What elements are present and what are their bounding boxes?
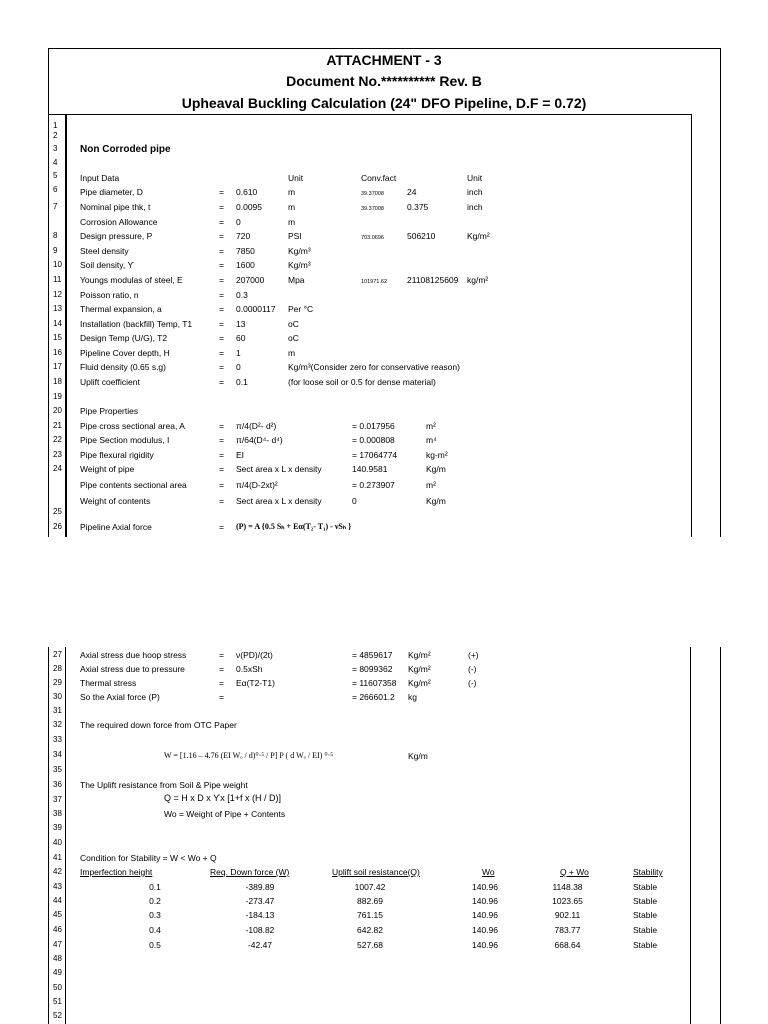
table-cell: -184.13 <box>245 910 275 920</box>
converted-value: 21108125609 <box>407 275 459 285</box>
table-cell: 0.3 <box>149 910 161 920</box>
property-formula: π/4(D²- d²) <box>236 421 277 431</box>
conversion-factor: 101971.62 <box>361 279 387 285</box>
input-value: 0.0095 <box>236 202 262 212</box>
input-eq: = <box>219 217 224 227</box>
row-number: 15 <box>53 333 62 342</box>
row-number: 3 <box>53 144 58 153</box>
input-label: Installation (backfill) Temp, T1 <box>80 319 193 329</box>
row-number: 30 <box>53 692 62 701</box>
input-eq: = <box>219 290 224 300</box>
row-number: 40 <box>53 838 62 847</box>
row-number: 1 <box>53 121 58 130</box>
q-formula: Q = H x D x Ƴx [1+f x (H / D)] <box>164 793 281 803</box>
row-number: 17 <box>53 362 62 371</box>
table-header: Imperfection height <box>80 867 153 877</box>
stress-value: = 266601.2 <box>352 692 395 702</box>
table-cell: -389.89 <box>245 882 275 892</box>
stress-formula: ν(PD)/(2t) <box>236 650 273 660</box>
table-header: Stability <box>633 867 663 877</box>
table-cell: 140.96 <box>472 940 498 950</box>
row-number: 32 <box>53 720 62 729</box>
table-cell: 1148.38 <box>552 882 583 892</box>
section-title: Non Corroded pipe <box>80 144 171 155</box>
property-eq: = <box>219 496 224 506</box>
row-number: 23 <box>53 450 62 459</box>
row-number: 6 <box>53 185 58 194</box>
table-header: Uplift soil resistance(Q) <box>332 867 420 877</box>
row-number: 27 <box>53 650 62 659</box>
property-label: Weight of pipe <box>80 464 135 474</box>
property-unit: m² <box>426 421 436 431</box>
stress-label: So the Axial force (P) <box>80 692 160 702</box>
row-number: 51 <box>53 997 62 1006</box>
stress-eq: = <box>219 650 224 660</box>
input-unit: Kg/m³ <box>288 246 311 256</box>
property-eq: = <box>219 464 224 474</box>
input-eq: = <box>219 348 224 358</box>
property-value: = 0.017956 <box>352 421 395 431</box>
stress-label: Axial stress due to pressure <box>80 664 185 674</box>
property-value: = 17064774 <box>352 450 398 460</box>
conv-fact-header: Conv.fact <box>361 173 397 183</box>
input-value: 60 <box>236 333 246 343</box>
calculation-title: Upheaval Buckling Calculation (24" DFO Pipeline, D.F = 0.72) <box>181 95 587 111</box>
table-cell: 140.96 <box>472 896 498 906</box>
input-label: Pipe diameter, D <box>80 187 143 197</box>
stress-label: Axial stress due hoop stress <box>80 650 187 660</box>
input-label: Fluid density (0.65 s.g) <box>80 362 166 372</box>
table-cell: -108.82 <box>245 925 275 935</box>
row-number: 16 <box>53 348 62 357</box>
page-2-frame <box>48 647 721 1024</box>
row-number: 8 <box>53 231 58 240</box>
input-unit: (for loose soil or 0.5 for dense material) <box>288 377 436 387</box>
converted-unit: inch <box>467 202 483 212</box>
input-value: 0.610 <box>236 187 258 197</box>
input-label: Steel density <box>80 246 129 256</box>
stress-eq: = <box>219 664 224 674</box>
row-number: 43 <box>53 882 62 891</box>
converted-value: 24 <box>407 187 417 197</box>
input-data-label: Input Data <box>80 173 120 183</box>
wo-formula: Wo = Weight of Pipe + Contents <box>164 809 286 819</box>
table-cell: -273.47 <box>245 896 275 906</box>
row-number: 42 <box>53 867 62 876</box>
property-value: = 0.273907 <box>352 480 395 490</box>
input-eq: = <box>219 377 224 387</box>
converted-value: 0.375 <box>407 202 429 212</box>
stress-eq: = <box>219 692 224 702</box>
property-formula: Sect area x L x density <box>236 496 322 506</box>
row-number: 11 <box>53 275 62 284</box>
stress-unit: Kg/m² <box>408 650 431 660</box>
property-label: Pipe cross sectional area, A <box>80 421 185 431</box>
input-eq: = <box>219 187 224 197</box>
table-cell: Stable <box>633 896 658 906</box>
property-formula: EI <box>236 450 245 460</box>
axial-force-formula: (P) = A {0.5 Sₕ + Eα(T₂- T₁) - νSₕ } <box>236 522 352 531</box>
property-formula: Sect area x L x density <box>236 464 322 474</box>
input-value: 7850 <box>236 246 255 256</box>
table-cell: 0.5 <box>149 940 161 950</box>
input-label: Design Temp (U/G), T2 <box>80 333 168 343</box>
input-unit: oC <box>288 333 299 343</box>
input-value: 1600 <box>236 260 255 270</box>
table-cell: 0.4 <box>149 925 161 935</box>
stress-unit: Kg/m² <box>408 678 431 688</box>
row-number: 47 <box>53 940 62 949</box>
input-eq: = <box>219 275 224 285</box>
row-number: 29 <box>53 678 62 687</box>
uplift-text: The Uplift resistance from Soil & Pipe weight <box>80 780 248 790</box>
input-value: 0 <box>236 217 241 227</box>
property-eq: = <box>219 435 224 445</box>
property-value: 140.9581 <box>352 464 388 474</box>
input-unit: Kg/m³ <box>288 260 311 270</box>
row-number: 26 <box>53 522 62 531</box>
row-number: 52 <box>53 1011 62 1020</box>
property-value: 0 <box>352 496 357 506</box>
table-cell: 527.68 <box>357 940 383 950</box>
row-number: 33 <box>53 735 62 744</box>
input-value: 720 <box>236 231 251 241</box>
row-number: 44 <box>53 896 62 905</box>
row-number: 5 <box>53 171 58 180</box>
table-cell: 761.15 <box>357 910 383 920</box>
table-cell: Stable <box>633 882 658 892</box>
input-value: 0.3 <box>236 290 248 300</box>
converted-value: 506210 <box>407 231 436 241</box>
property-eq: = <box>219 421 224 431</box>
row-number: 50 <box>53 983 62 992</box>
property-eq: = <box>219 480 224 490</box>
row-number: 35 <box>53 765 62 774</box>
stress-value: = 8099362 <box>352 664 393 674</box>
row-number: 49 <box>53 968 62 977</box>
input-value: 0.1 <box>236 377 248 387</box>
table-cell: 882.69 <box>357 896 383 906</box>
input-unit: Mpa <box>288 275 305 285</box>
table-cell: 902.11 <box>554 910 581 920</box>
input-label: Corrosion Allowance <box>80 217 158 227</box>
property-label: Pipe contents sectional area <box>80 480 187 490</box>
converted-unit: inch <box>467 187 483 197</box>
property-unit: kg-m² <box>426 450 448 460</box>
input-unit: m <box>288 217 296 227</box>
w-unit: Kg/m <box>408 751 428 761</box>
input-eq: = <box>219 319 224 329</box>
row-number: 22 <box>53 435 62 444</box>
input-label: Soil density, Ƴ <box>80 260 135 270</box>
input-value: 0.0000117 <box>236 304 276 314</box>
row-number: 24 <box>53 464 62 473</box>
axial-force-eq: = <box>219 522 224 532</box>
table-header: Wo <box>482 867 495 877</box>
row-number: 21 <box>53 421 62 430</box>
input-eq: = <box>219 260 224 270</box>
input-unit: m <box>288 202 296 212</box>
stress-value: = 4859617 <box>352 650 393 660</box>
property-unit: m² <box>426 480 436 490</box>
table-header: Q + Wo <box>560 867 589 877</box>
table-cell: 642.82 <box>357 925 383 935</box>
row-number: 2 <box>53 131 58 140</box>
row-number: 9 <box>53 246 58 255</box>
input-value: 207000 <box>236 275 265 285</box>
table-cell: 140.96 <box>472 882 498 892</box>
conversion-factor: 39.37008 <box>361 206 384 212</box>
row-number: 25 <box>53 507 62 516</box>
row-number: 10 <box>53 260 62 269</box>
unit2-header: Unit <box>467 173 483 183</box>
table-cell: 783.77 <box>554 925 581 935</box>
input-unit: Per °C <box>288 304 314 314</box>
axial-force-label: Pipeline Axial force <box>80 522 152 532</box>
property-label: Weight of contents <box>80 496 151 506</box>
row-number: 41 <box>53 853 62 862</box>
row-number: 48 <box>53 954 62 963</box>
stress-formula: Eα(T2-T1) <box>236 678 275 688</box>
row-number: 31 <box>53 706 62 715</box>
stress-label: Thermal stress <box>80 678 137 688</box>
stress-sign: (-) <box>468 678 477 688</box>
input-eq: = <box>219 202 224 212</box>
row-number: 7 <box>53 202 58 211</box>
attachment-heading: ATTACHMENT - 3 <box>326 52 442 68</box>
row-number: 12 <box>53 290 62 299</box>
otc-text: The required down force from OTC Paper <box>80 720 237 730</box>
row-number: 37 <box>53 795 62 804</box>
property-formula: π/4(D-2xt)² <box>236 480 278 490</box>
w-formula: W = [1.16 – 4.76 (EI Wₒ / d)⁰·⁵ / P] P ( d Wₒ / EI) ⁰·⁵ <box>164 751 334 760</box>
property-unit: Kg/m <box>426 464 446 474</box>
input-value: 1 <box>236 348 241 358</box>
row-number: 18 <box>53 377 62 386</box>
property-formula: π/64(D⁴- d⁴) <box>236 435 283 445</box>
table-cell: Stable <box>633 910 658 920</box>
table-cell: 668.64 <box>554 940 581 950</box>
stress-value: = 11607358 <box>352 678 397 688</box>
row-number: 45 <box>53 910 62 919</box>
table-cell: Stable <box>633 940 658 950</box>
row-number: 28 <box>53 664 62 673</box>
stress-unit: kg <box>408 692 417 702</box>
row-number: 4 <box>53 158 58 167</box>
row-number: 46 <box>53 925 62 934</box>
row-number: 38 <box>53 809 62 818</box>
converted-unit: Kg/m² <box>467 231 490 241</box>
input-eq: = <box>219 362 224 372</box>
input-label: Thermal expansion, a <box>80 304 162 314</box>
table-cell: 1023.65 <box>552 896 583 906</box>
row-number: 39 <box>53 823 62 832</box>
table-cell: 140.96 <box>472 925 498 935</box>
input-label: Nominal pipe thk, t <box>80 202 151 212</box>
table-cell: 0.1 <box>149 882 161 892</box>
stability-condition: Condition for Stability = W < Wo + Q <box>80 853 217 863</box>
input-unit: Kg/m³(Consider zero for conservative reason) <box>288 362 460 372</box>
property-value: = 0.000808 <box>352 435 395 445</box>
row-number: 36 <box>53 780 62 789</box>
stress-sign: (-) <box>468 664 477 674</box>
stress-eq: = <box>219 678 224 688</box>
unit-header: Unit <box>288 173 304 183</box>
input-unit: PSI <box>288 231 302 241</box>
input-label: Design pressure, P <box>80 231 153 241</box>
row-number: 20 <box>53 406 62 415</box>
conversion-factor: 703.0696 <box>361 235 384 241</box>
input-unit: oC <box>288 319 299 329</box>
row-number: 34 <box>53 750 62 759</box>
property-unit: Kg/m <box>426 496 446 506</box>
document-number: Document No.********** Rev. B <box>286 73 482 89</box>
table-cell: 0.2 <box>149 896 161 906</box>
stress-formula: 0.5xSh <box>236 664 263 674</box>
input-eq: = <box>219 304 224 314</box>
table-cell: 140.96 <box>472 910 498 920</box>
stress-unit: Kg/m² <box>408 664 431 674</box>
table-cell: Stable <box>633 925 658 935</box>
conversion-factor: 39.37008 <box>361 191 384 197</box>
row-number: 14 <box>53 319 62 328</box>
property-label: Pipe Section modulus, I <box>80 435 170 445</box>
stress-sign: (+) <box>468 650 479 660</box>
input-eq: = <box>219 246 224 256</box>
input-value: 0 <box>236 362 241 372</box>
row-number: 19 <box>53 392 62 401</box>
input-unit: m <box>288 348 296 358</box>
pipe-properties-title: Pipe Properties <box>80 406 139 416</box>
input-label: Youngs modulas of steel, E <box>80 275 183 285</box>
converted-unit: kg/m² <box>467 275 489 285</box>
input-value: 13 <box>236 319 246 329</box>
table-cell: 1007.42 <box>354 882 386 892</box>
input-label: Poisson ratio, n <box>80 290 139 300</box>
input-eq: = <box>219 231 224 241</box>
property-label: Pipe flexural rigidity <box>80 450 154 460</box>
input-unit: m <box>288 187 296 197</box>
input-eq: = <box>219 333 224 343</box>
right-rule-p2 <box>690 647 691 1024</box>
table-cell: -42.47 <box>247 940 273 950</box>
table-header: Req. Down force (W) <box>210 867 290 877</box>
property-unit: m⁴ <box>426 435 437 445</box>
row-number: 13 <box>53 304 62 313</box>
input-label: Uplift coefficient <box>80 377 140 387</box>
property-eq: = <box>219 450 224 460</box>
input-label: Pipeline Cover depth, H <box>80 348 170 358</box>
